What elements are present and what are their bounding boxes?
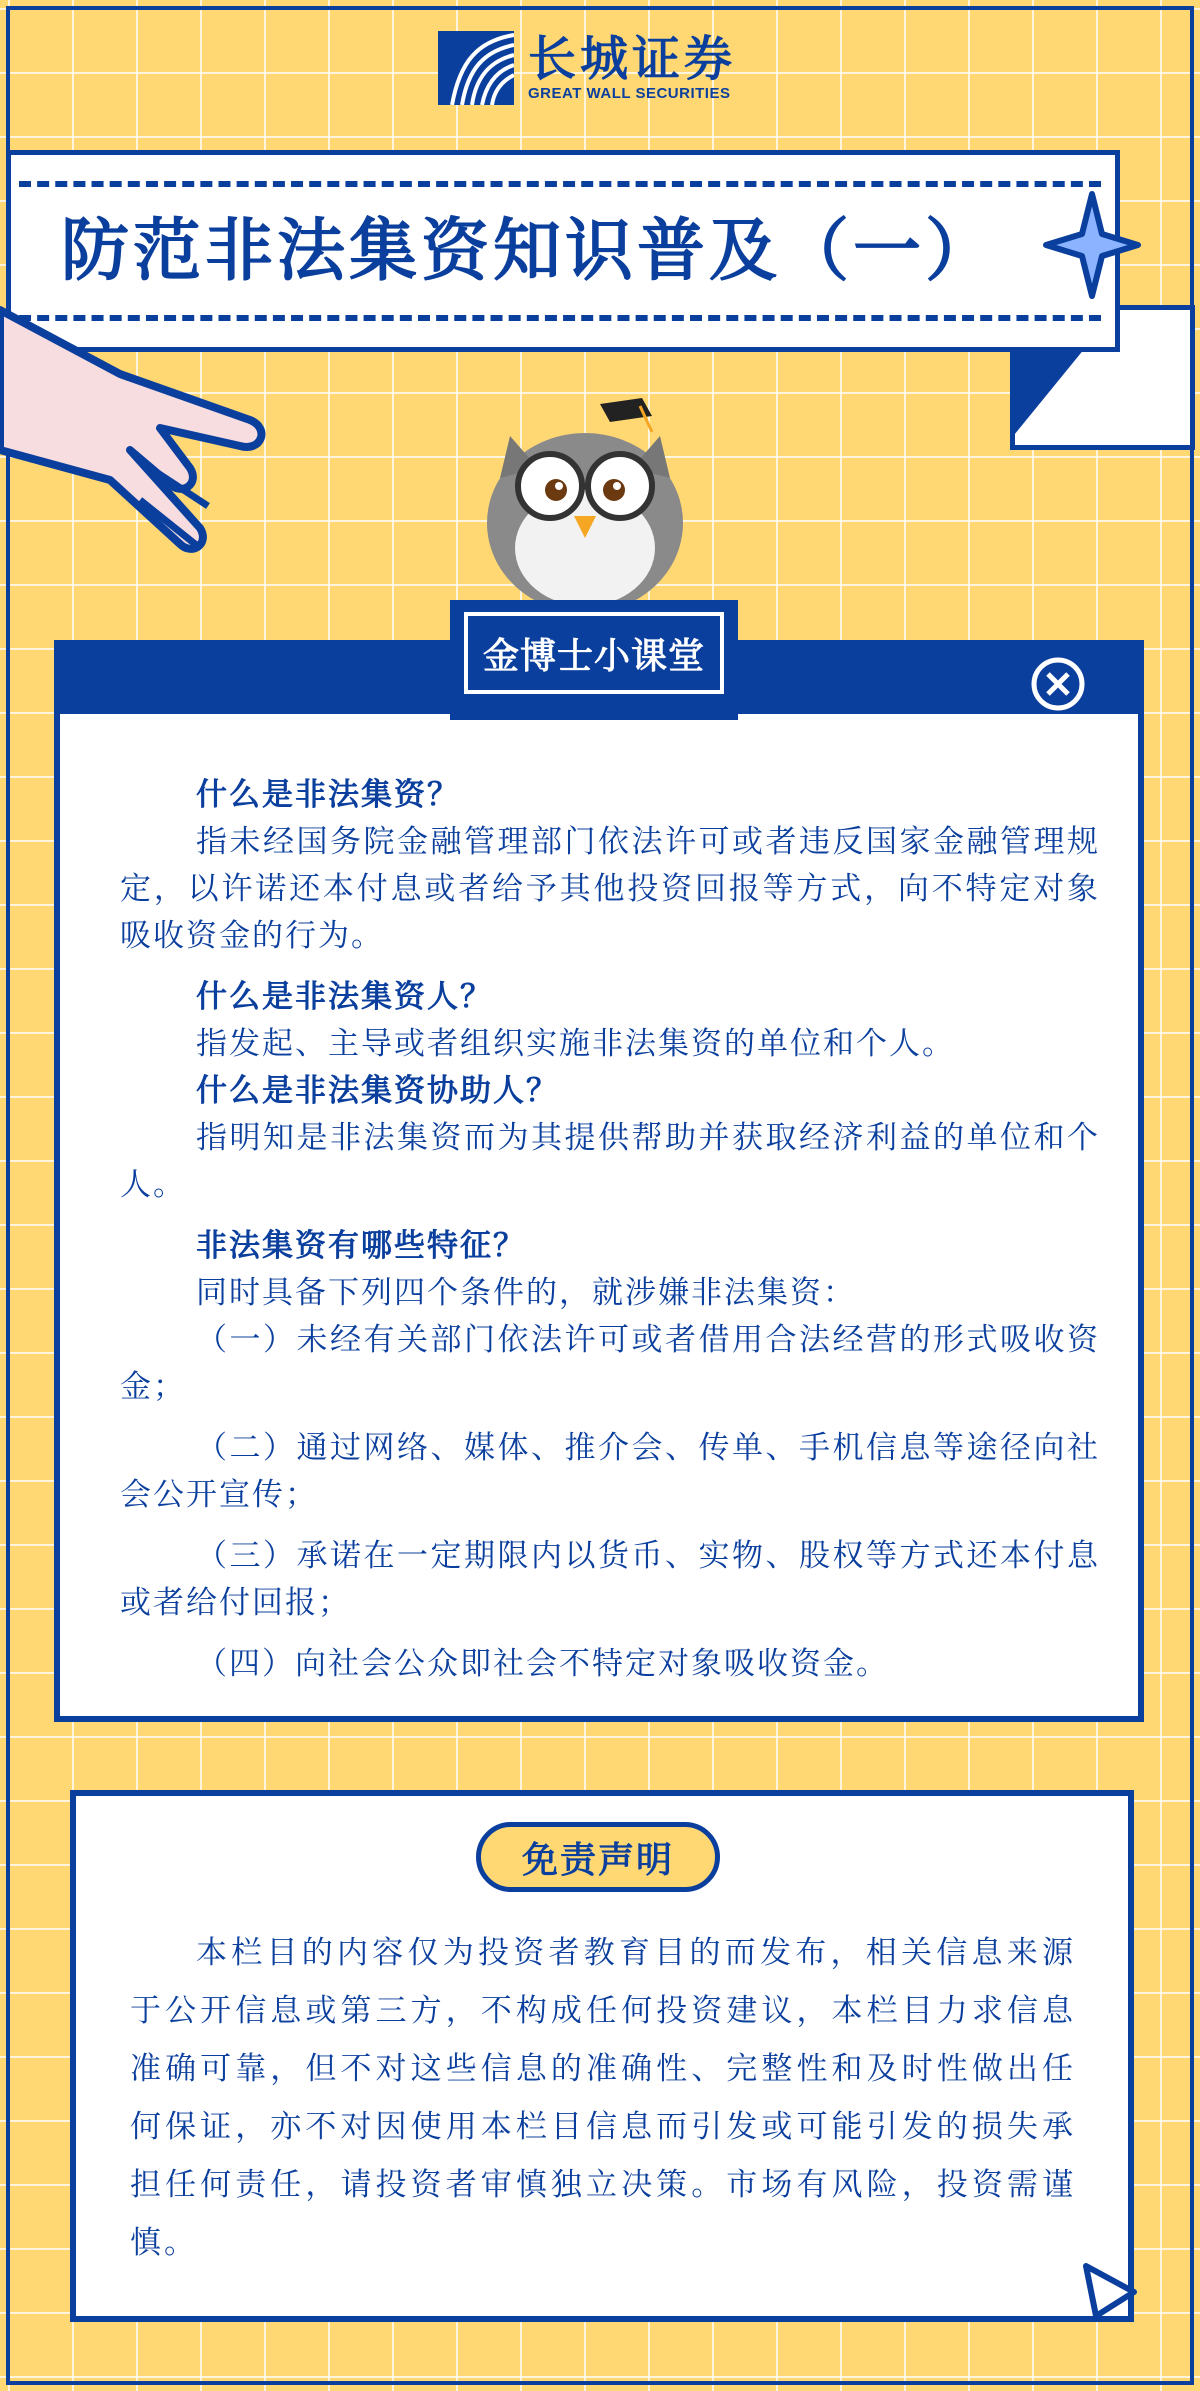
answer-paragraph: 指发起、主导或者组织实施非法集资的单位和个人。 [196,1026,955,1062]
question-heading: 什么是非法集资协助人？ [196,1073,559,1109]
feature-item: （一）未经有关部门依法许可或者借用合法经营的形式吸收资金； [120,1322,1100,1405]
answer-paragraph: 指明知是非法集资而为其提供帮助并获取经济利益的单位和个人。 [120,1120,1100,1203]
page-title: 防范非法集资知识普及（一） [61,212,998,291]
disclaimer-card [70,1790,1134,2322]
close-circle-x-icon[interactable] [1030,656,1086,712]
brand-logo [438,30,736,106]
banner-dashed-line-top [19,181,1101,187]
answer-paragraph: 同时具备下列四个条件的，就涉嫌非法集资： [196,1275,856,1311]
sparkle-icon [1042,190,1142,300]
question-heading: 什么是非法集资？ [196,777,460,813]
page-curl-icon [1082,2262,1142,2322]
classroom-badge: 金博士小课堂 [464,612,724,694]
hand-pointing-icon [0,300,280,560]
feature-item: （四）向社会公众即社会不特定对象吸收资金。 [196,1646,889,1682]
brand-name-cn: 长城证券 [528,31,737,87]
disclaimer-title: 免责声明 [476,1822,720,1892]
classroom-card [54,635,1144,1722]
feature-item: （二）通过网络、媒体、推介会、传单、手机信息等途径向社会公开宣传； [120,1430,1100,1513]
question-heading: 非法集资有哪些特征？ [196,1228,526,1264]
question-heading: 什么是非法集资人？ [196,979,493,1015]
owl-professor-icon [470,398,700,608]
brand-name-en: GREAT WALL SECURITIES [528,85,731,102]
answer-paragraph: 指未经国务院金融管理部门依法许可或者违反国家金融管理规定，以许诺还本付息或者给予其他投资回报等方式，向不特定对象吸收资金的行为。 [120,824,1100,954]
classroom-content [120,772,1100,1688]
classroom-badge-box [450,600,738,720]
feature-item: （三）承诺在一定期限内以货币、实物、股权等方式还本付息或者给付回报； [120,1538,1100,1621]
disclaimer-text: 本栏目的内容仅为投资者教育目的而发布，相关信息来源于公开信息或第三方，不构成任何投资建议，本栏目力求信息准确可靠，但不对这些信息的准确性、完整性和及时性做出任何保证，亦不对因使用本栏目信息而引发或可能引发的损失承担任何责任，请投资者审慎独立决策。市场有风险，投资需谨慎。 [130,1935,1076,2261]
logo-mark-icon [438,31,514,105]
